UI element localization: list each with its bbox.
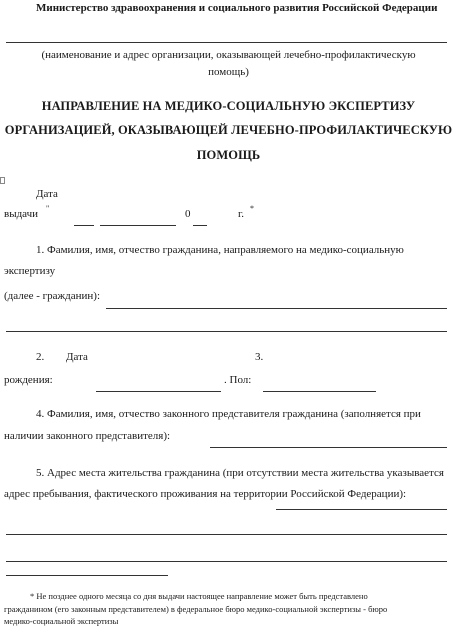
footnote-line3: медико-социальной экспертизы — [4, 616, 119, 626]
organization-name-line[interactable] — [6, 42, 447, 43]
field-1-text-line3: (далее - гражданин): — [4, 290, 101, 302]
field-4-text-line1: 4. Фамилия, имя, отчество законного представителя гражданина (заполняется при — [36, 408, 421, 420]
footnote-line1: * Не позднее одного месяца со дня выдачи настоящее направление может быть представлено — [30, 591, 368, 601]
address-field[interactable] — [276, 509, 447, 510]
issue-date-label-2: выдачи — [4, 208, 39, 220]
organization-caption-line2: помощь) — [208, 66, 249, 78]
field-2-label: Дата — [66, 351, 88, 363]
field-3-number: 3. — [255, 351, 264, 363]
sex-label: . Пол: — [224, 374, 252, 386]
issue-day-field[interactable] — [74, 225, 94, 226]
document-title-line1: НАПРАВЛЕНИЕ НА МЕДИКО-СОЦИАЛЬНУЮ ЭКСПЕРТИЗУ — [41, 99, 416, 113]
field-4-text-line2: наличии законного представителя): — [4, 430, 171, 442]
issue-year-prefix: 0 — [185, 208, 191, 220]
sex-field[interactable] — [263, 391, 376, 392]
address-field-2[interactable] — [6, 534, 447, 535]
field-5-text-line2: адрес пребывания, фактического проживания на территории Российской Федерации): — [4, 488, 407, 500]
issue-month-field[interactable] — [100, 225, 176, 226]
ministry-header: Министерство здравоохранения и социального развития Российской Федерации — [36, 2, 438, 14]
field-1-text-line2: экспертизу — [4, 265, 56, 277]
issue-date-footnote-mark: * — [250, 204, 254, 213]
document-title-line3: ПОМОЩЬ — [196, 148, 261, 162]
issue-date-label: Дата — [36, 188, 58, 200]
footnote-separator — [6, 575, 168, 576]
birth-date-field[interactable] — [96, 391, 221, 392]
margin-marker — [0, 177, 5, 184]
issue-date-quote-open: " — [46, 204, 50, 213]
representative-name-field[interactable] — [210, 447, 447, 448]
footnote-line2: гражданином (его законным представителем) в федеральное бюро медико-социальной экспертизы - бюро — [4, 604, 388, 614]
issue-year-field[interactable] — [193, 225, 207, 226]
field-1-text-line1: 1. Фамилия, имя, отчество гражданина, направляемого на медико-социальную — [36, 244, 404, 256]
field-5-text-line1: 5. Адрес места жительства гражданина (при отсутствии места жительства указывается — [36, 467, 444, 479]
field-2-label-2: рождения: — [4, 374, 53, 386]
citizen-name-field-2[interactable] — [6, 331, 447, 332]
document-title-line2: ОРГАНИЗАЦИЕЙ, ОКАЗЫВАЮЩЕЙ ЛЕЧЕБНО-ПРОФИЛАКТИЧЕСКУЮ — [4, 123, 453, 137]
organization-caption-line1: (наименование и адрес организации, оказывающей лечебно-профилактическую — [41, 49, 416, 61]
field-2-number: 2. — [36, 351, 45, 363]
citizen-name-field[interactable] — [106, 308, 447, 309]
address-field-3[interactable] — [6, 561, 447, 562]
issue-year-suffix: г. — [238, 208, 245, 220]
